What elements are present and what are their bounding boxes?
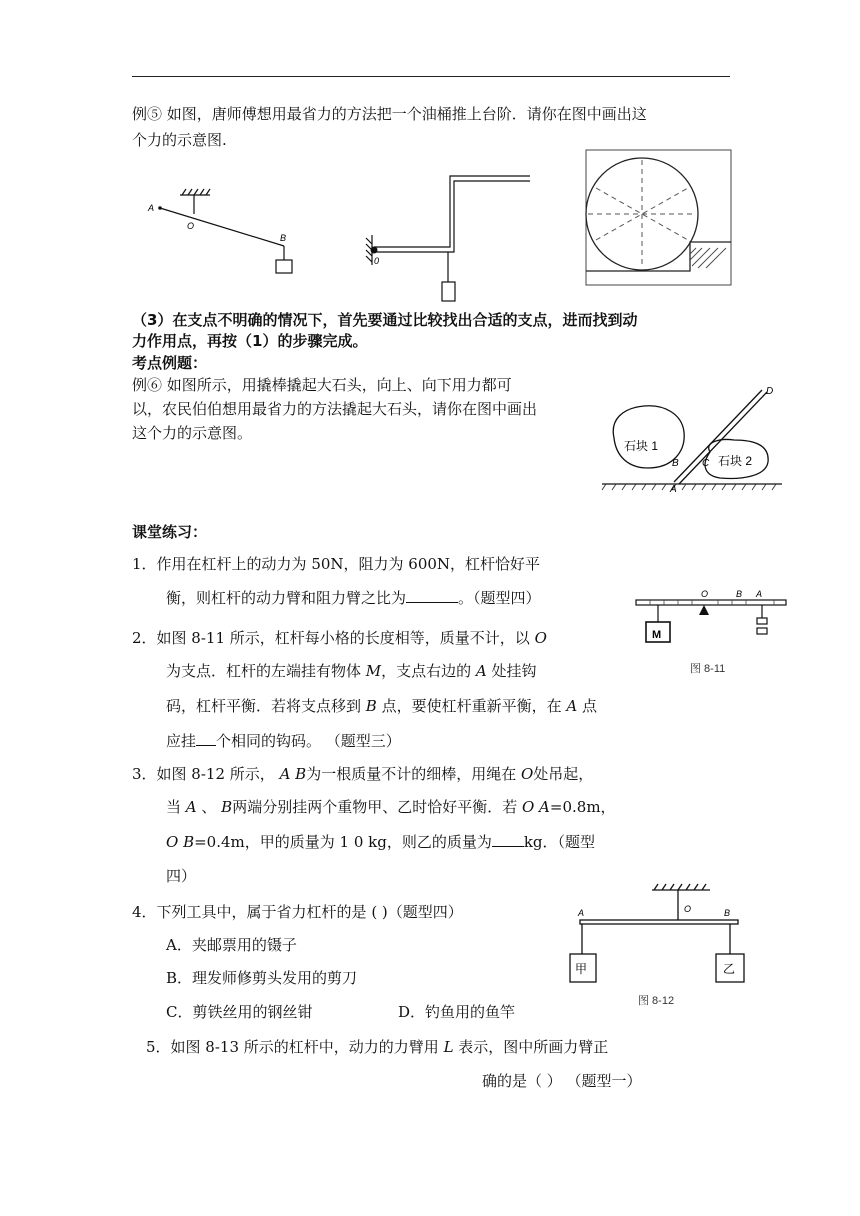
lever1-label-o: O (187, 221, 195, 231)
fig-8-12 (570, 882, 760, 994)
q3-line3: O B=0.4m，甲的质量为 1 0 kg，则乙的质量为 kg．（题型 (166, 833, 596, 851)
bent-lever-figure (362, 170, 537, 305)
example5-line1: 例⑤ 如图，唐师傅想用最省力的方法把一个油桶推上台阶．请你在图中画出这 (132, 105, 647, 123)
section3-line1: （3）在支点不明确的情况下，首先要通过比较找出合适的支点，进而找到动 (132, 311, 638, 329)
fig-8-11-label-m: M (652, 629, 662, 641)
stones-label-b: B (672, 458, 679, 469)
fig-8-11 (632, 588, 788, 658)
stones-label-a: A (670, 484, 677, 495)
fig-8-12-label-o: O (684, 904, 692, 914)
example6-line2: 以，农民伯伯想用最省力的方法撬起大石头，请你在图中画出 (132, 400, 538, 418)
q4-stem: 4．下列工具中，属于省力杠杆的是 ( )（题型四） (132, 903, 463, 921)
q2-line4: 应挂 个相同的钩码。 （题型三） (166, 732, 401, 750)
lever-figure-1 (140, 180, 310, 280)
kaodian-heading: 考点例题： (132, 354, 208, 372)
lever1-label-b: B (280, 233, 287, 243)
stone2-label: 石块 2 (718, 454, 753, 468)
q1-answer-blank[interactable] (406, 588, 458, 603)
q1-line2: 衡，则杠杆的动力臂和阻力臂之比为 。（题型四） (166, 589, 541, 607)
stones-label-c: C (702, 458, 710, 469)
section3-line2: 力作用点，再按（1）的步骤完成。 (132, 332, 368, 350)
fig-8-11-label-a: A (756, 589, 763, 599)
fig-8-12-caption: 图 8-12 (638, 995, 675, 1007)
oil-drum-figure (586, 150, 731, 285)
q4-option-c[interactable]: C．剪铁丝用的钢丝钳 (166, 1003, 313, 1021)
example6-line1: 例⑥ 如图所示，用撬棒撬起大石头，向上、向下用力都可 (132, 376, 512, 394)
lever1-label-a: A (148, 203, 155, 213)
header-rule (132, 76, 730, 77)
q2-answer-blank[interactable] (196, 731, 216, 746)
crowbar-stones-figure (602, 380, 782, 495)
fig-8-12-label-a: A (578, 908, 585, 918)
q5-line1: 5．如图 8-13 所示的杠杆中，动力的力臂用 L 表示，图中所画力臂正 (146, 1038, 609, 1056)
q4-option-a[interactable]: A．夹邮票用的镊子 (166, 936, 297, 954)
fig-8-11-label-b: B (736, 589, 743, 599)
q2-line3: 码，杠杆平衡．若将支点移到 B 点，要使杠杆重新平衡，在 A 点 (166, 697, 597, 715)
fig-8-12-label-b: B (724, 908, 731, 918)
fig-8-11-caption: 图 8-11 (690, 663, 726, 675)
fig-8-12-yi: 乙 (723, 962, 736, 976)
stones-label-d: D (766, 386, 774, 397)
q2-line1: 2．如图 8-11 所示，杠杆每小格的长度相等，质量不计，以 O (132, 629, 547, 647)
practice-heading: 课堂练习： (132, 523, 208, 541)
stone1-label: 石块 1 (624, 439, 659, 453)
q5-line2: 确的是（ ） （题型一） (482, 1072, 642, 1090)
example5-line2: 个力的示意图. (132, 131, 227, 149)
q3-line2: 当 A 、 B两端分别挂两个重物甲、乙时恰好平衡．若 O A=0.8m， (166, 798, 616, 816)
q3-line1: 3．如图 8-12 所示， A B为一根质量不计的细棒，用绳在 O处吊起， (132, 765, 594, 783)
q2-line2: 为支点．杠杆的左端挂有物体 M，支点右边的 A 处挂钩 (166, 662, 537, 680)
fig-8-11-label-o: O (701, 589, 709, 599)
q4-option-b[interactable]: B．理发师修剪头发用的剪刀 (166, 969, 358, 987)
fig-8-12-jia: 甲 (575, 962, 588, 976)
q4-option-d[interactable]: D．钓鱼用的鱼竿 (398, 1003, 516, 1021)
example6-line3: 这个力的示意图。 (132, 424, 253, 442)
q3-line4: 四） (166, 867, 197, 885)
bent-lever-label-o: 0 (374, 256, 380, 266)
q3-answer-blank[interactable] (492, 832, 524, 847)
q1-line1: 1．作用在杠杆上的动力为 50N，阻力为 600N，杠杆恰好平 (132, 555, 541, 573)
